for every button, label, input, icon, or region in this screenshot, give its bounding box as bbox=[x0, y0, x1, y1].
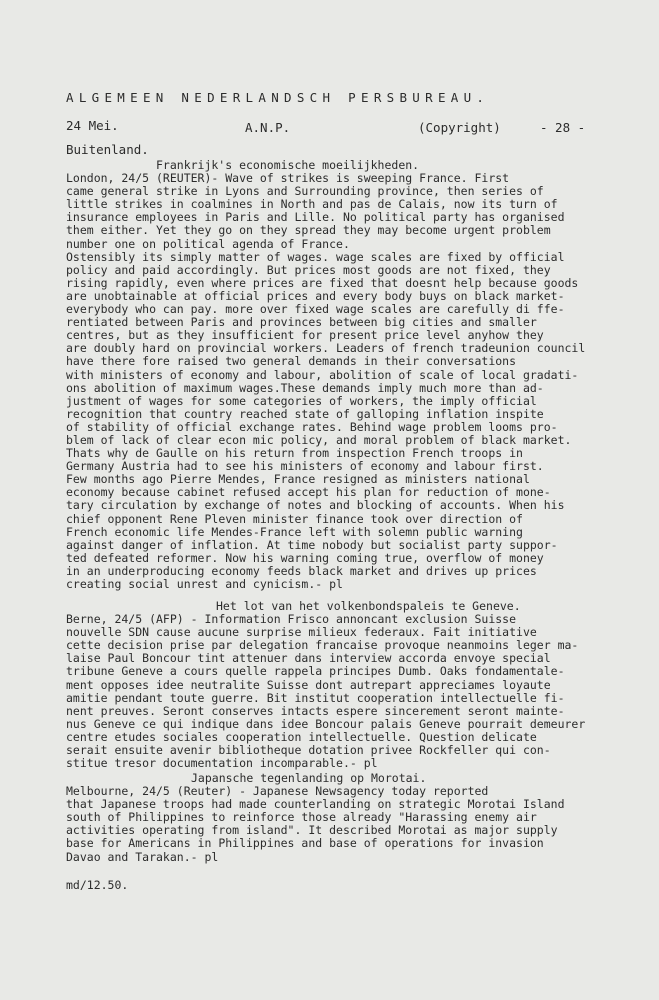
copyright-notice: (Copyright) bbox=[418, 120, 501, 135]
article-line: Berne, 24/5 (AFP) - Information Frisco annoncant exclusion Suisse bbox=[66, 612, 517, 627]
article-line: little strikes in coalmines in North and pas de Calais, now its turn of bbox=[66, 197, 558, 212]
article-line: tary circulation by exchange of notes and blocking of accounts. When his bbox=[66, 498, 565, 513]
article-line: ons abolition of maximum wages.These demands imply much more than ad- bbox=[66, 380, 544, 395]
article-line: recognition that country reached state of galloping inflation inspite bbox=[66, 406, 544, 421]
article-line: French economic life Mendes-France left with solemn public warning bbox=[66, 524, 523, 539]
footer-code: md/12.50. bbox=[66, 878, 129, 892]
article-line: serait ensuite avenir bibliotheque dotation privee Rockfeller qui con- bbox=[66, 743, 551, 758]
article-line: that Japanese troops had made counterlanding on strategic Morotai Island bbox=[66, 797, 565, 812]
article-line: Ostensibly its simply matter of wages. wage scales are fixed by official bbox=[66, 249, 565, 264]
article-line: of stability of official exchange rates. Behind wage problem looms pro- bbox=[66, 419, 558, 434]
article-line: came general strike in Lyons and Surrounding province, then series of bbox=[66, 184, 544, 199]
agency-code: A.N.P. bbox=[245, 120, 291, 135]
article-line: London, 24/5 (REUTER)- Wave of strikes is sweeping France. First bbox=[66, 171, 510, 186]
article-line: centres, but as they insufficient for present price level anyhow they bbox=[66, 328, 544, 343]
page-number: - 28 - bbox=[540, 120, 586, 135]
article-line: Thats why de Gaulle on his return from inspection French troops in bbox=[66, 446, 523, 461]
article-headline: Japansche tegenlanding op Morotai. bbox=[191, 771, 427, 785]
article-line: nouvelle SDN cause aucune surprise milieux federaux. Fait initiative bbox=[66, 625, 537, 640]
article-line: economy because cabinet refused accept his plan for reduction of mone- bbox=[66, 485, 551, 500]
article-line: nus Geneve ce qui indique dans idee Boncour palais Geneve pourrait demeurer bbox=[66, 716, 586, 731]
article-line: stitue tresor documentation incomparable.- pl bbox=[66, 756, 378, 771]
article-line: have there fore raised two general demands in their conversations bbox=[66, 354, 517, 369]
article-line: everybody who can pay. more over fixed wage scales are carefully di ffe- bbox=[66, 302, 565, 317]
article-line: are doubly hard on provincial workers. Leaders of french tradeunion council bbox=[66, 341, 586, 356]
article-line: Davao and Tarakan.- pl bbox=[66, 849, 219, 864]
date: 24 Mei. bbox=[66, 118, 119, 133]
article-line: Germany Austria had to see his ministers of economy and labour first. bbox=[66, 459, 544, 474]
article-line: blem of lack of clear econ mic policy, and moral problem of black market. bbox=[66, 432, 572, 447]
article-headline: Frankrijk's economische moeilijkheden. bbox=[156, 158, 420, 172]
article-line: ment opposes idee neutralite Suisse dont autrepart appreciames loyaute bbox=[66, 677, 551, 692]
article-geneva bbox=[66, 600, 585, 770]
article-line: chief opponent Rene Pleven minister finance took over direction of bbox=[66, 511, 523, 526]
article-line: south of Philippines to reinforce those already "Harassing enemy air bbox=[66, 810, 537, 825]
section-title: Buitenland. bbox=[66, 142, 149, 157]
article-line: laise Paul Boncour tint attenuer dans interview accorda envoye special bbox=[66, 651, 551, 666]
article-headline: Het lot van het volkenbondspaleis te Geneve. bbox=[216, 599, 521, 613]
article-line: insurance employees in Paris and Lille. No political party has organised bbox=[66, 210, 565, 225]
article-line: ted defeated reformer. Now his warning coming true, overflow of money bbox=[66, 550, 544, 565]
article-line: against danger of inflation. At time nobody but socialist party suppor- bbox=[66, 537, 558, 552]
article-line: nent preuves. Seront conserves intacts espere sincerement seront mainte- bbox=[66, 703, 565, 718]
article-line: justment of wages for some categories of workers, the imply official bbox=[66, 393, 537, 408]
article-line: centre etudes sociales cooperation intellectuelle. Question delicate bbox=[66, 729, 537, 744]
article-france bbox=[66, 159, 585, 591]
agency-name: ALGEMEEN NEDERLANDSCH PERSBUREAU. bbox=[66, 90, 490, 105]
article-line: with ministers of economy and labour, abolition of scale of local gradati- bbox=[66, 367, 579, 382]
article-line: activities operating from island". It described Morotai as major supply bbox=[66, 823, 558, 838]
article-line: Melbourne, 24/5 (Reuter) - Japanese Newsagency today reported bbox=[66, 784, 489, 799]
article-line: rising rapidly, even where prices are fixed that doesnt help because goods bbox=[66, 275, 579, 290]
article-line: rentiated between Paris and provinces between big cities and smaller bbox=[66, 315, 537, 330]
article-line: cette decision prise par delegation francaise provoque neanmoins leger ma- bbox=[66, 638, 579, 653]
article-line: are unobtainable at official prices and every body buys on black market- bbox=[66, 288, 565, 303]
article-line: base for Americans in Philippines and base of operations for invasion bbox=[66, 836, 544, 851]
article-line: amitie pendant toute guerre. Bit institut cooperation intellectuelle fi- bbox=[66, 690, 565, 705]
article-line: creating social unrest and cynicism.- pl bbox=[66, 577, 343, 591]
article-line: tribune Geneve a cours quelle rappela principes Dumb. Oaks fondamentale- bbox=[66, 664, 565, 679]
article-line: in an underproducing economy feeds black market and drives up prices bbox=[66, 563, 537, 578]
article-line: Few months ago Pierre Mendes, France resigned as ministers national bbox=[66, 472, 530, 487]
article-line: policy and paid accordingly. But prices most goods are not fixed, they bbox=[66, 262, 551, 277]
article-line: them either. Yet they go on they spread they may become urgent problem bbox=[66, 223, 551, 238]
article-morotai bbox=[66, 772, 565, 864]
article-line: number one on political agenda of France. bbox=[66, 236, 350, 251]
